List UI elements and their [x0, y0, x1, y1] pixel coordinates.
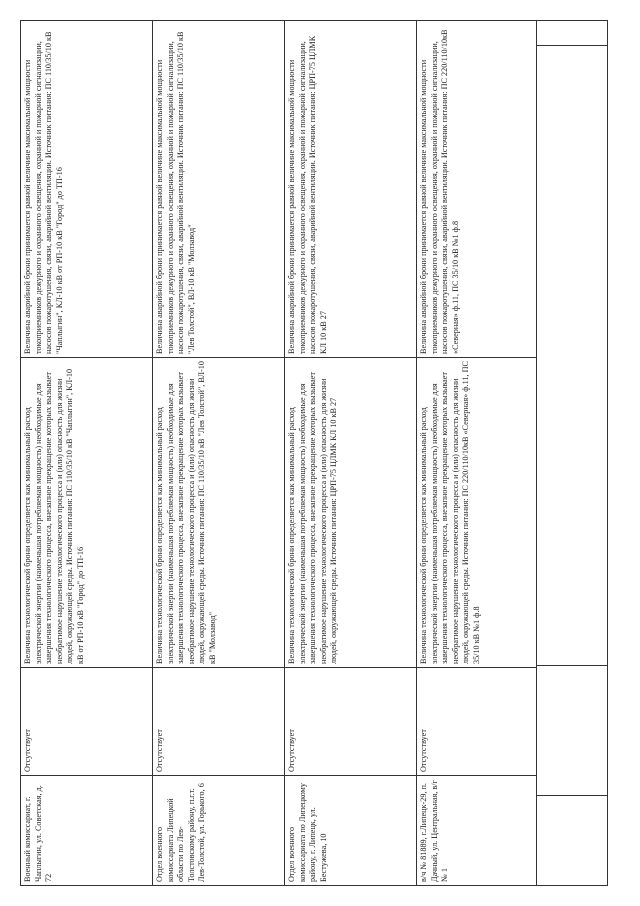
tech-reserve-cell: Величина технологической брони определяется как минимальный расход электрической энергии (наименьшая потребляемая мощность) необходимые для завершения технологического процесса, внезапное прекращение которых вызывает необратимое нарушение технологического процесса и (или) опасность для жизни людей, окружающей среды. Источник питания: ПС 220/110/10кВ «Северная» ф.11, ПС 35/10 кВ №1 ф.8 — [417, 357, 536, 667]
emergency-reserve-cell: Величина аварийной брони принимается равной величине максимальной мощности токоприемников дежурного и охранного освещения, охранной и пожарной сигнализации, насосов пожаротушения, связи, аварийной вентиляции. Источник питания: ПС 110/35/10 кВ "Лев Толстой", ВЛ-10 кВ "Молзавод" — [155, 31, 196, 354]
emergency-reserve-cell: Величина аварийной брони принимается равной величине максимальной мощности токоприемников дежурного и охранного освещения, охранной и пожарной сигнализации, насосов пожаротушения, связи, аварийной вентиляции. Источник питания: ПС 220/110/10кВ «Северная» ф.11, ПС 35/10 кВ №1 ф.8 — [419, 29, 460, 354]
table-row-empty — [537, 21, 607, 885]
status-cell: Отсутствует — [153, 667, 284, 775]
tech-reserve-cell: Величина технологической брони определяется как минимальный расход электрической энергии (наименьшая потребляемая мощность) необходимые для завершения технологического процесса, внезапное прекращение которых вызывает необратимое нарушение технологического процесса и (или) опасность для жизни людей, окружающей среды. Источник питания: ЦРП-75 ЦЛМК КЛ 10 кВ 27 — [285, 357, 416, 667]
object-cell: Военный комиссариат, г. Чаплыгин, ул. Советская, д. 72 — [21, 775, 152, 885]
power-reserve-table — [20, 20, 608, 886]
empty-cell — [537, 45, 607, 665]
status-cell: Отсутствует — [21, 667, 152, 775]
status-cell: Отсутствует — [285, 667, 416, 775]
table-row — [21, 21, 153, 885]
status-cell: Отсутствует — [417, 667, 536, 775]
empty-cell — [537, 665, 607, 795]
tech-reserve-cell: Величина технологической брони определяется как минимальный расход электрической энергии (наименьшая потребляемая мощность) необходимые для завершения технологического процесса, внезапное прекращение которых вызывает необратимое нарушение технологического процесса и (или) опасность для жизни людей, окружающей среды. Источник питания: ПС 110/35/10 кВ "Чаплыгин", КЛ-10 кВ от РП-10 кВ "Город" до ТП-16 — [21, 357, 152, 667]
table-row — [153, 21, 285, 885]
table-row — [285, 21, 417, 885]
tech-reserve-cell: Величина технологической брони определяется как минимальный расход электрической энергии (наименьшая потребляемая мощность) необходимые для завершения технологического процесса, внезапное прекращение которых вызывает необратимое нарушение технологического процесса и (или) опасность для жизни людей, окружающей среды. Источник питания: ПС 110/35/10 кВ "Лев Толстой", ВЛ-10 кВ "Молзавод" — [153, 357, 284, 667]
emergency-reserve-cell: Величина аварийной брони принимается равной величине максимальной мощности токоприемников дежурного и охранного освещения, охранной и пожарной сигнализации, насосов пожаротушения, связи, аварийной вентиляции. Источник питания: ПС 110/35/10 кВ "Чаплыгин", КЛ-10 кВ от РП-10 кВ "Город" до ТП-16 — [23, 31, 64, 354]
rotated-table-wrapper — [20, 20, 608, 886]
table-row — [417, 21, 537, 885]
object-cell: Отдел военного комиссариата Липецкой области по Лев-Толстовскому району, п.г.т. Лев-Толстой, ул. Горького, 6 — [153, 775, 284, 885]
object-cell: в/ч № 81889, г.Липецк-29, п. Дачный, ул. Центральная, в/г № 1 — [417, 775, 536, 885]
empty-cell — [537, 795, 607, 885]
emergency-reserve-cell: Величина аварийной брони принимается равной величине максимальной мощности токоприемников дежурного и охранного освещения, охранной и пожарной сигнализации, насосов пожаротушения, связи, аварийной вентиляции. Источник питания: ЦРП-75 ЦЛМК КЛ 10 кВ 27 — [287, 35, 328, 354]
object-cell: Отдел военного комиссариата по Липецкому району, г. Липецк, ул. Бестужева, 10 — [285, 775, 416, 885]
